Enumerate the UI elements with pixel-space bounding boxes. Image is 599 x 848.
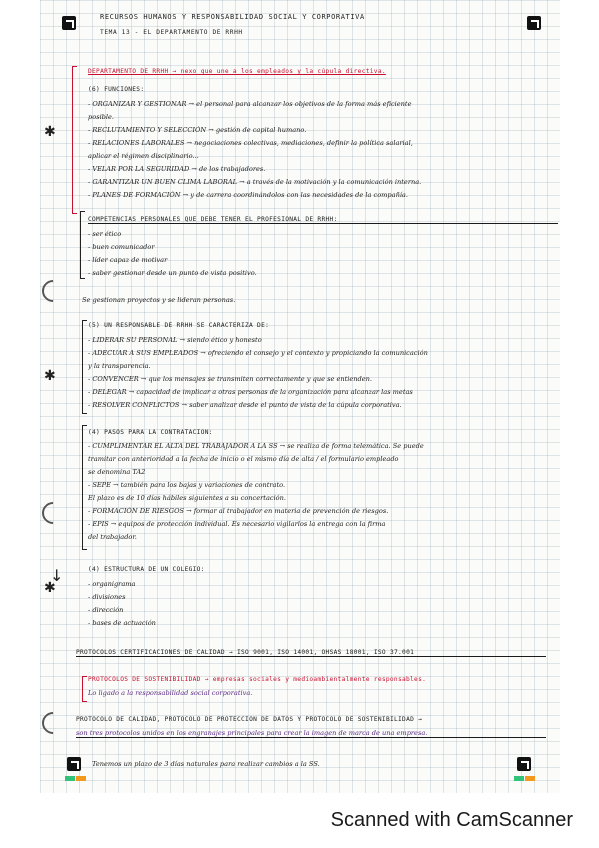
section-bracket bbox=[72, 66, 77, 214]
corner-marker-icon bbox=[67, 757, 81, 771]
asterisk-icon: ✱ bbox=[44, 580, 56, 596]
heading-departamento: DEPARTAMENTO DE RRHH → nexo que une a los empleados y la cúpula directiva. bbox=[88, 68, 386, 75]
text-line: Se gestionan proyectos y se lideran personas. bbox=[82, 296, 236, 304]
text-line: - ADECUAR A SUS EMPLEADOS → ofreciendo el consejo y el contexto y propiciando la comunicación bbox=[88, 349, 428, 357]
green-tab-icon bbox=[65, 776, 75, 781]
section-bracket bbox=[82, 425, 87, 550]
heading-funciones: (6) FUNCIONES: bbox=[88, 86, 145, 93]
list-item: - dirección bbox=[88, 606, 124, 614]
corner-marker-icon bbox=[527, 16, 541, 30]
list-item: - líder capaz de motivar bbox=[88, 256, 168, 264]
heading-contratacion: (4) PASOS PARA LA CONTRATACIÓN: bbox=[88, 429, 213, 436]
punch-hole bbox=[37, 497, 68, 528]
text-line: - SEPE → también para los bajas y variaciones de contrato. bbox=[88, 481, 286, 489]
text-line: y la transparencia. bbox=[88, 362, 151, 370]
text-line: - DELEGAR → capacidad de implicar a otras personas de la organización para alcanzar las metas bbox=[88, 388, 413, 396]
orange-tab-icon bbox=[76, 776, 86, 781]
heading-estructura: (4) ESTRUCTURA DE UN COLEGIO: bbox=[88, 566, 205, 573]
text-line: - FORMACIÓN DE RIESGOS → formar al trabajador en materia de prevención de riesgos. bbox=[88, 507, 389, 515]
arrow-down-icon: ↓ bbox=[50, 566, 64, 585]
orange-tab-icon bbox=[525, 776, 535, 781]
heading-competencias: COMPETENCIAS PERSONALES QUE DEBE TENER EL PROFESIONAL DE RRHH: bbox=[88, 216, 558, 224]
text-line: - VELAR POR LA SEGURIDAD → de los trabajadores. bbox=[88, 165, 266, 173]
text-line: - GARANTIZAR UN BUEN CLIMA LABORAL → a través de la motivación y la comunicación interna. bbox=[88, 178, 422, 186]
text-line: - RECLUTAMIENTO Y SELECCIÓN → gestión de capital humano. bbox=[88, 126, 307, 134]
document-subtitle: TEMA 13 - EL DEPARTAMENTO DE RRHH bbox=[100, 29, 243, 36]
text-line: posible. bbox=[88, 113, 115, 121]
text-line: se denomina TA2 bbox=[88, 468, 146, 476]
camscanner-watermark: Scanned with CamScanner bbox=[330, 809, 573, 831]
text-line: del trabajador. bbox=[88, 533, 137, 541]
list-item: - bases de actuación bbox=[88, 619, 156, 627]
text-line: - RELACIONES LABORALES → negociaciones colectivas, mediaciones, definir la política salarial, bbox=[88, 139, 413, 147]
list-item: - ser ético bbox=[88, 230, 122, 238]
section-bracket bbox=[82, 676, 87, 702]
footnote: Tenemos un plazo de 3 días naturales para realizar cambios a la SS. bbox=[92, 760, 320, 768]
punch-hole bbox=[37, 707, 68, 738]
text-line: - LIDERAR SU PERSONAL → siendo ético y honesto bbox=[88, 336, 262, 344]
text-line: son tres protocolos unidos en los engranajes principales para crear la imagen de marca de una empresa. bbox=[76, 729, 546, 738]
punch-hole bbox=[37, 275, 68, 306]
section-bracket bbox=[80, 211, 85, 279]
heading-protocolos: PROTOCOLO DE CALIDAD, PROTOCOLO DE PROTECCIÓN DE DATOS Y PROTOCOLO DE SOSTENIBILIDAD → bbox=[76, 716, 423, 723]
heading-sostenibilidad: PROTOCOLOS DE SOSTENIBILIDAD → empresas sociales y medioambientalmente responsables. bbox=[88, 676, 427, 683]
asterisk-icon: ✱ bbox=[44, 368, 56, 384]
text-line: - ORGANIZAR Y GESTIONAR → el personal para alcanzar los objetivos de la forma más eficiente bbox=[88, 100, 412, 108]
text-line: aplicar el régimen disciplinario... bbox=[88, 152, 199, 160]
text-line: - CONVENCER → que los mensajes se transmiten correctamente y que se entienden. bbox=[88, 375, 372, 383]
text-line: - RESOLVER CONFLICTOS → saber analizar desde el punto de vista de la cúpula corporativa. bbox=[88, 401, 402, 409]
green-tab-icon bbox=[514, 776, 524, 781]
corner-marker-icon bbox=[62, 16, 76, 30]
heading-certificaciones: PROTOCOLOS CERTIFICACIONES DE CALIDAD → ISO 9001, ISO 14001, OHSAS 18001, ISO 37.001 bbox=[76, 649, 546, 657]
text-line: - EPIS → equipos de protección individual. Es necesario vigilarlos la entrega con la firma bbox=[88, 520, 386, 528]
text-line: Lo ligado a la responsabilidad social corporativa. bbox=[88, 689, 253, 697]
heading-responsable: (5) UN RESPONSABLE DE RRHH SE CARACTERIZA DE: bbox=[88, 322, 270, 329]
list-item: - buen comunicador bbox=[88, 243, 155, 251]
section-bracket bbox=[82, 320, 87, 414]
text-line: tramitar con anterioridad a la fecha de inicio o el mismo día de alta / el formulario empleado bbox=[88, 455, 399, 463]
text-line: El plazo es de 10 días hábiles siguientes a su concertación. bbox=[88, 494, 286, 502]
text-line: - PLANES DE FORMACIÓN → y de carrera coordinándolos con las necesidades de la compañía. bbox=[88, 191, 408, 199]
list-item: - organigrama bbox=[88, 580, 136, 588]
list-item: - saber gestionar desde un punto de vista positivo. bbox=[88, 269, 257, 277]
list-item: - divisiones bbox=[88, 593, 126, 601]
asterisk-icon: ✱ bbox=[44, 124, 56, 140]
text-line: - CUMPLIMENTAR EL ALTA DEL TRABAJADOR A LA SS → se realiza de forma telemática. Se puede bbox=[88, 442, 424, 450]
document-title: RECURSOS HUMANOS Y RESPONSABILIDAD SOCIAL Y CORPORATIVA bbox=[100, 13, 365, 21]
